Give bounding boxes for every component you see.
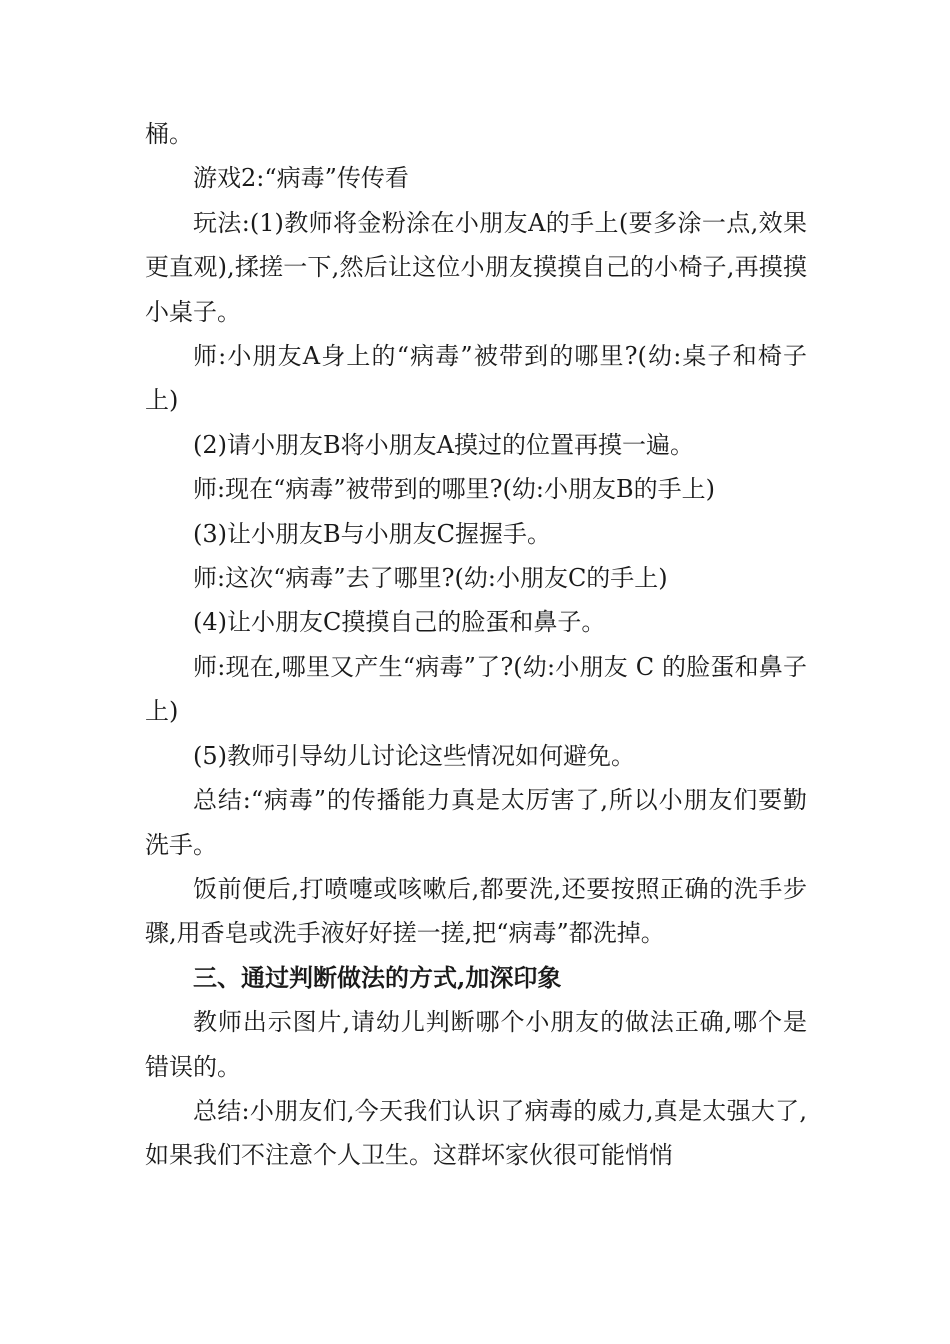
paragraph-summary-2: 总结:小朋友们,今天我们认识了病毒的威力,真是太强大了,如果我们不注意个人卫生。这群坏家伙很可能悄悄 bbox=[145, 1096, 807, 1170]
paragraph-question-4: 师:现在,哪里又产生“病毒”了?(幼:小朋友 C 的脸蛋和鼻子上) bbox=[145, 652, 807, 726]
section-heading-3: 三、通过判断做法的方式,加深印象 bbox=[193, 962, 562, 992]
paragraph-continuation: 桶。 bbox=[145, 120, 193, 148]
paragraph-step-2: (2)请小朋友B将小朋友A摸过的位置再摸一遍。 bbox=[193, 430, 694, 459]
document-body bbox=[145, 112, 807, 1178]
paragraph-rules: 玩法:(1)教师将金粉涂在小朋友A的手上(要多涂一点,效果更直观),揉搓一下,然后让这位小朋友摸摸自己的小椅子,再摸摸小桌子。 bbox=[145, 208, 807, 326]
game-title: 游戏2:“病毒”传传看 bbox=[193, 164, 409, 193]
paragraph-question-2: 师:现在“病毒”被带到的哪里?(幼:小朋友B的手上) bbox=[193, 475, 715, 504]
paragraph-question-3: 师:这次“病毒”去了哪里?(幼:小朋友C的手上) bbox=[193, 564, 668, 593]
paragraph-step-3: (3)让小朋友B与小朋友C握握手。 bbox=[193, 519, 551, 548]
paragraph-summary-1: 总结:“病毒”的传播能力真是太厉害了,所以小朋友们要勤洗手。 bbox=[145, 786, 807, 859]
paragraph-handwashing: 饭前便后,打喷嚏或咳嗽后,都要洗,还要按照正确的洗手步骤,用香皂或洗手液好好搓一搓,把“病毒”都洗掉。 bbox=[145, 874, 807, 948]
paragraph-step-5: (5)教师引导幼儿讨论这些情况如何避免。 bbox=[193, 741, 635, 770]
paragraph-question-1: 师:小朋友A身上的“病毒”被带到的哪里?(幼:桌子和椅子上) bbox=[145, 342, 807, 415]
paragraph-step-4: (4)让小朋友C摸摸自己的脸蛋和鼻子。 bbox=[193, 608, 606, 637]
paragraph-pictures: 教师出示图片,请幼儿判断哪个小朋友的做法正确,哪个是错误的。 bbox=[145, 1008, 807, 1081]
